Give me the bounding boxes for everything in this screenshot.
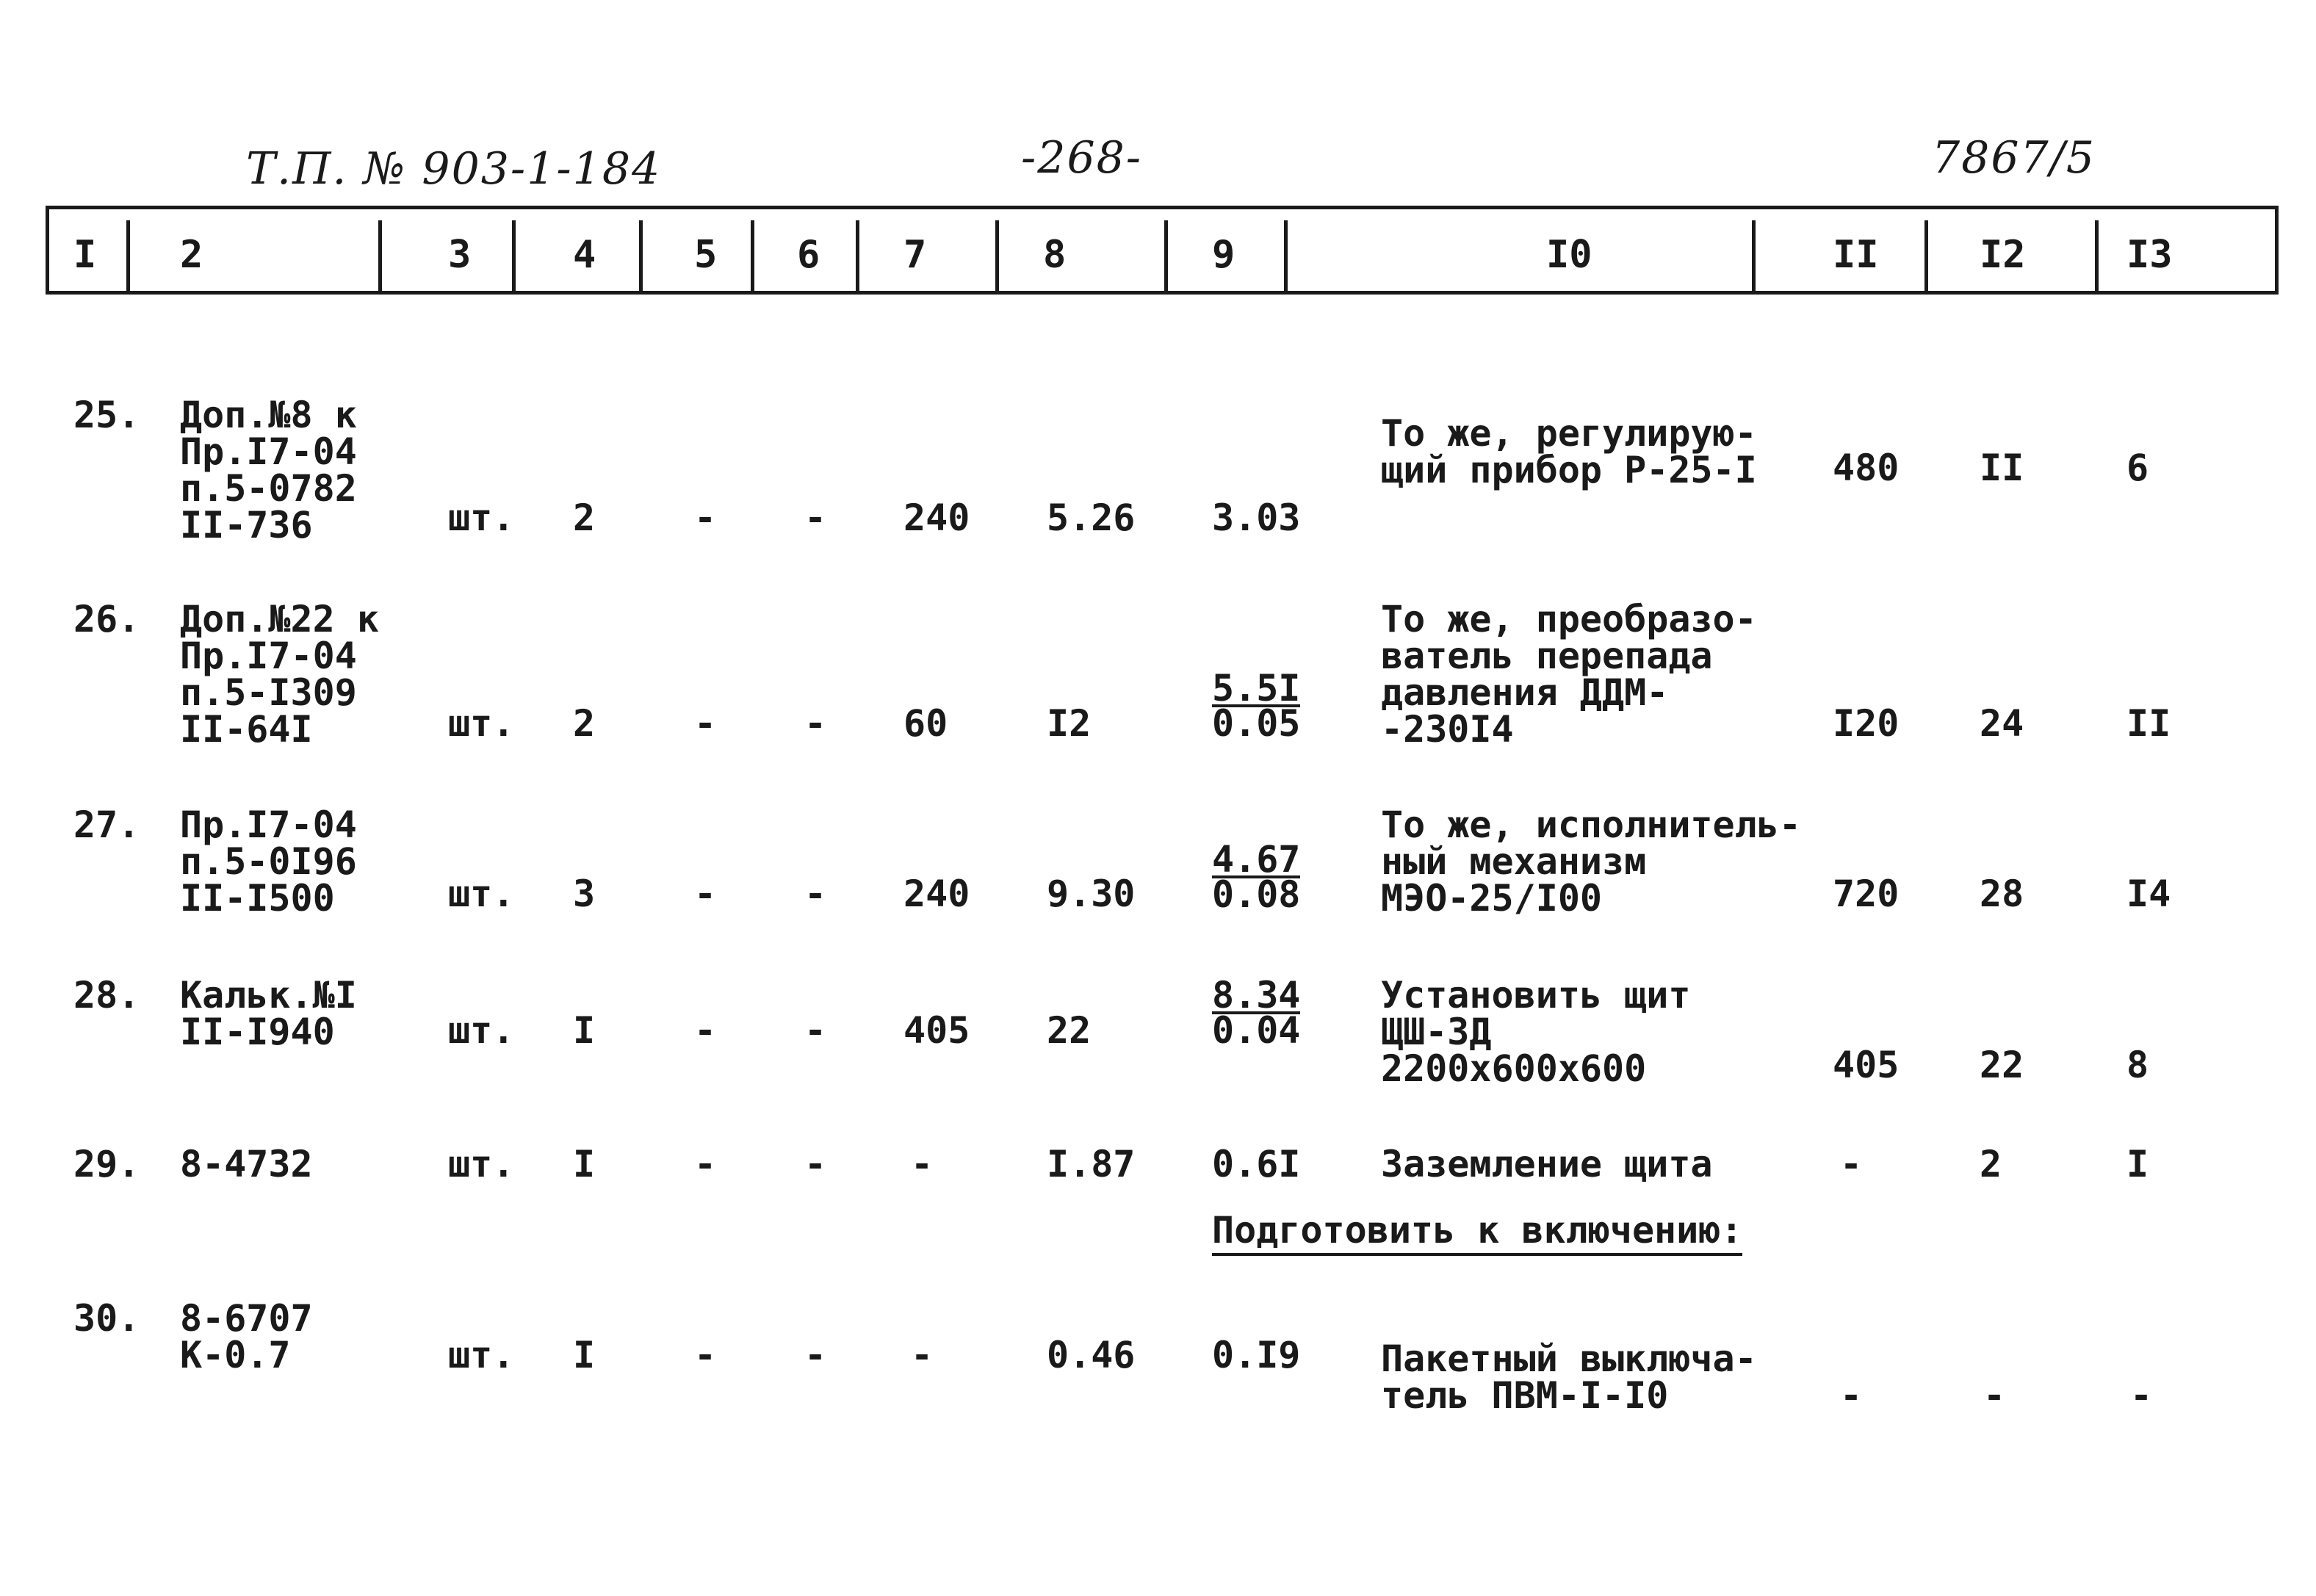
- row-col12: II: [1980, 447, 2024, 489]
- row-description: Установить щит ЩШ-ЗД 2200х600х600: [1381, 974, 1691, 1090]
- row-col13: 6: [2126, 447, 2149, 489]
- row-col5: -: [694, 1334, 717, 1376]
- column-header-3: 3: [448, 233, 472, 277]
- column-header-7: 7: [903, 233, 927, 277]
- row-col11: 480: [1833, 447, 1900, 489]
- row-number: 26.: [73, 598, 140, 640]
- row-col7: -: [911, 1143, 934, 1185]
- row-col11: -: [1840, 1374, 1863, 1417]
- row-qty: 2: [573, 497, 596, 539]
- row-col8: 5.26: [1047, 497, 1136, 539]
- header-divider: [46, 206, 49, 292]
- row-qty: 2: [573, 702, 596, 745]
- header-divider: [1164, 220, 1168, 291]
- row-unit: шт.: [448, 873, 515, 915]
- row-col12: -: [1983, 1374, 2006, 1417]
- row-col8: 9.30: [1047, 873, 1136, 915]
- row-qty: 3: [573, 873, 596, 915]
- row-col7: 60: [903, 702, 948, 745]
- row-qty: I: [573, 1334, 596, 1376]
- header-divider: [2095, 220, 2099, 291]
- row-unit: шт.: [448, 497, 515, 539]
- row-code: Доп.№8 к Пр.I7-04 п.5-0782 II-736: [180, 394, 357, 546]
- row-code: Доп.№22 к Пр.I7-04 п.5-I309 II-64I: [180, 598, 379, 751]
- header-divider: [1924, 220, 1928, 291]
- row-col6: -: [804, 1334, 827, 1376]
- row-unit: шт.: [448, 702, 515, 745]
- header-divider: [378, 220, 382, 291]
- header-bottom-rule: [46, 291, 2279, 295]
- column-header-10: I0: [1546, 233, 1592, 277]
- header-divider: [126, 220, 130, 291]
- row-description: То же, преобразо- ватель перепада давления ДДМ- -230I4: [1381, 598, 1757, 751]
- row-col7: -: [911, 1334, 934, 1376]
- row-col13: I: [2126, 1143, 2149, 1185]
- row-number: 28.: [73, 974, 140, 1017]
- row-number: 27.: [73, 804, 140, 846]
- row-col13: -: [2130, 1374, 2153, 1417]
- row-col5: -: [694, 702, 717, 745]
- header-divider: [639, 220, 643, 291]
- column-header-13: I3: [2126, 233, 2173, 277]
- row-col9: 0.6I: [1212, 1143, 1301, 1185]
- row-col13: I4: [2126, 873, 2171, 915]
- row-col5: -: [694, 1143, 717, 1185]
- row-qty: I: [573, 1143, 596, 1185]
- row-col9: 0.I9: [1212, 1334, 1301, 1376]
- row-col12: 22: [1980, 1044, 2024, 1086]
- row-col6: -: [804, 873, 827, 915]
- header-divider: [995, 220, 999, 291]
- header-top-rule: [46, 206, 2279, 209]
- column-header-4: 4: [573, 233, 596, 277]
- column-header-6: 6: [797, 233, 820, 277]
- row-col6: -: [804, 702, 827, 745]
- row-col8: 22: [1047, 1009, 1092, 1052]
- header-divider: [856, 220, 859, 291]
- row-description: То же, исполнитель- ный механизм МЭО-25/I00: [1381, 804, 1801, 920]
- row-code: Кальк.№I II-I940: [180, 974, 357, 1053]
- row-col8: I2: [1047, 702, 1092, 745]
- header-divider: [1284, 220, 1288, 291]
- project-number: Т.П. № 903-1-184: [246, 143, 662, 195]
- row-qty: I: [573, 1009, 596, 1052]
- column-header-8: 8: [1043, 233, 1067, 277]
- row-code: 8-4732: [180, 1143, 313, 1185]
- row-col6: -: [804, 1143, 827, 1185]
- row-description: То же, регулирую- щий прибор Р-25-I: [1381, 412, 1757, 491]
- column-header-1: I: [73, 233, 97, 277]
- row-col9: 3.03: [1212, 497, 1301, 539]
- column-header-2: 2: [180, 233, 203, 277]
- column-header-12: I2: [1980, 233, 2026, 277]
- row-col8: 0.46: [1047, 1334, 1136, 1376]
- column-header-5: 5: [694, 233, 718, 277]
- row-col11: -: [1840, 1143, 1863, 1185]
- row-col9-fraction: $\frac{8.34}{0.04}$: [1212, 974, 1301, 1052]
- row-unit: шт.: [448, 1009, 515, 1052]
- column-header-11: II: [1833, 233, 1879, 277]
- row-number: 30.: [73, 1297, 140, 1340]
- page-number: -268-: [1021, 132, 1143, 184]
- row-col12: 24: [1980, 702, 2024, 745]
- row-code: 8-6707 К-0.7: [180, 1297, 313, 1376]
- row-col9-fraction: $\frac{4.67}{0.08}$: [1212, 838, 1301, 916]
- header-divider: [751, 220, 754, 291]
- row-col5: -: [694, 1009, 717, 1052]
- row-col7: 240: [903, 497, 970, 539]
- row-col5: -: [694, 497, 717, 539]
- row-col9-fraction: $\frac{5.5I}{0.05}$: [1212, 667, 1301, 745]
- header-divider: [512, 220, 516, 291]
- row-col11: 720: [1833, 873, 1900, 915]
- row-description: Пакетный выключа- тель ПВМ-I-I0: [1381, 1337, 1757, 1417]
- row-col8: I.87: [1047, 1143, 1136, 1185]
- row-unit: шт.: [448, 1334, 515, 1376]
- row-col11: 405: [1833, 1044, 1900, 1086]
- header-divider: [2275, 206, 2279, 292]
- row-col5: -: [694, 873, 717, 915]
- row-col7: 240: [903, 873, 970, 915]
- row-col12: 2: [1980, 1143, 2002, 1185]
- sheet-code: 7867/5: [1932, 132, 2096, 184]
- column-header-9: 9: [1212, 233, 1235, 277]
- row-col12: 28: [1980, 873, 2024, 915]
- row-number: 29.: [73, 1143, 140, 1185]
- row-col13: II: [2126, 702, 2171, 745]
- row-unit: шт.: [448, 1143, 515, 1185]
- row-col6: -: [804, 497, 827, 539]
- row-col11: I20: [1833, 702, 1900, 745]
- header-divider: [1752, 220, 1756, 291]
- row-col6: -: [804, 1009, 827, 1052]
- row-col7: 405: [903, 1009, 970, 1052]
- row-description: Заземление щита: [1381, 1143, 1713, 1185]
- section-heading: Подготовить к включению:: [1212, 1212, 1742, 1256]
- row-number: 25.: [73, 394, 140, 436]
- row-code: Пр.I7-04 п.5-0I96 II-I500: [180, 804, 357, 920]
- row-col13: 8: [2126, 1044, 2149, 1086]
